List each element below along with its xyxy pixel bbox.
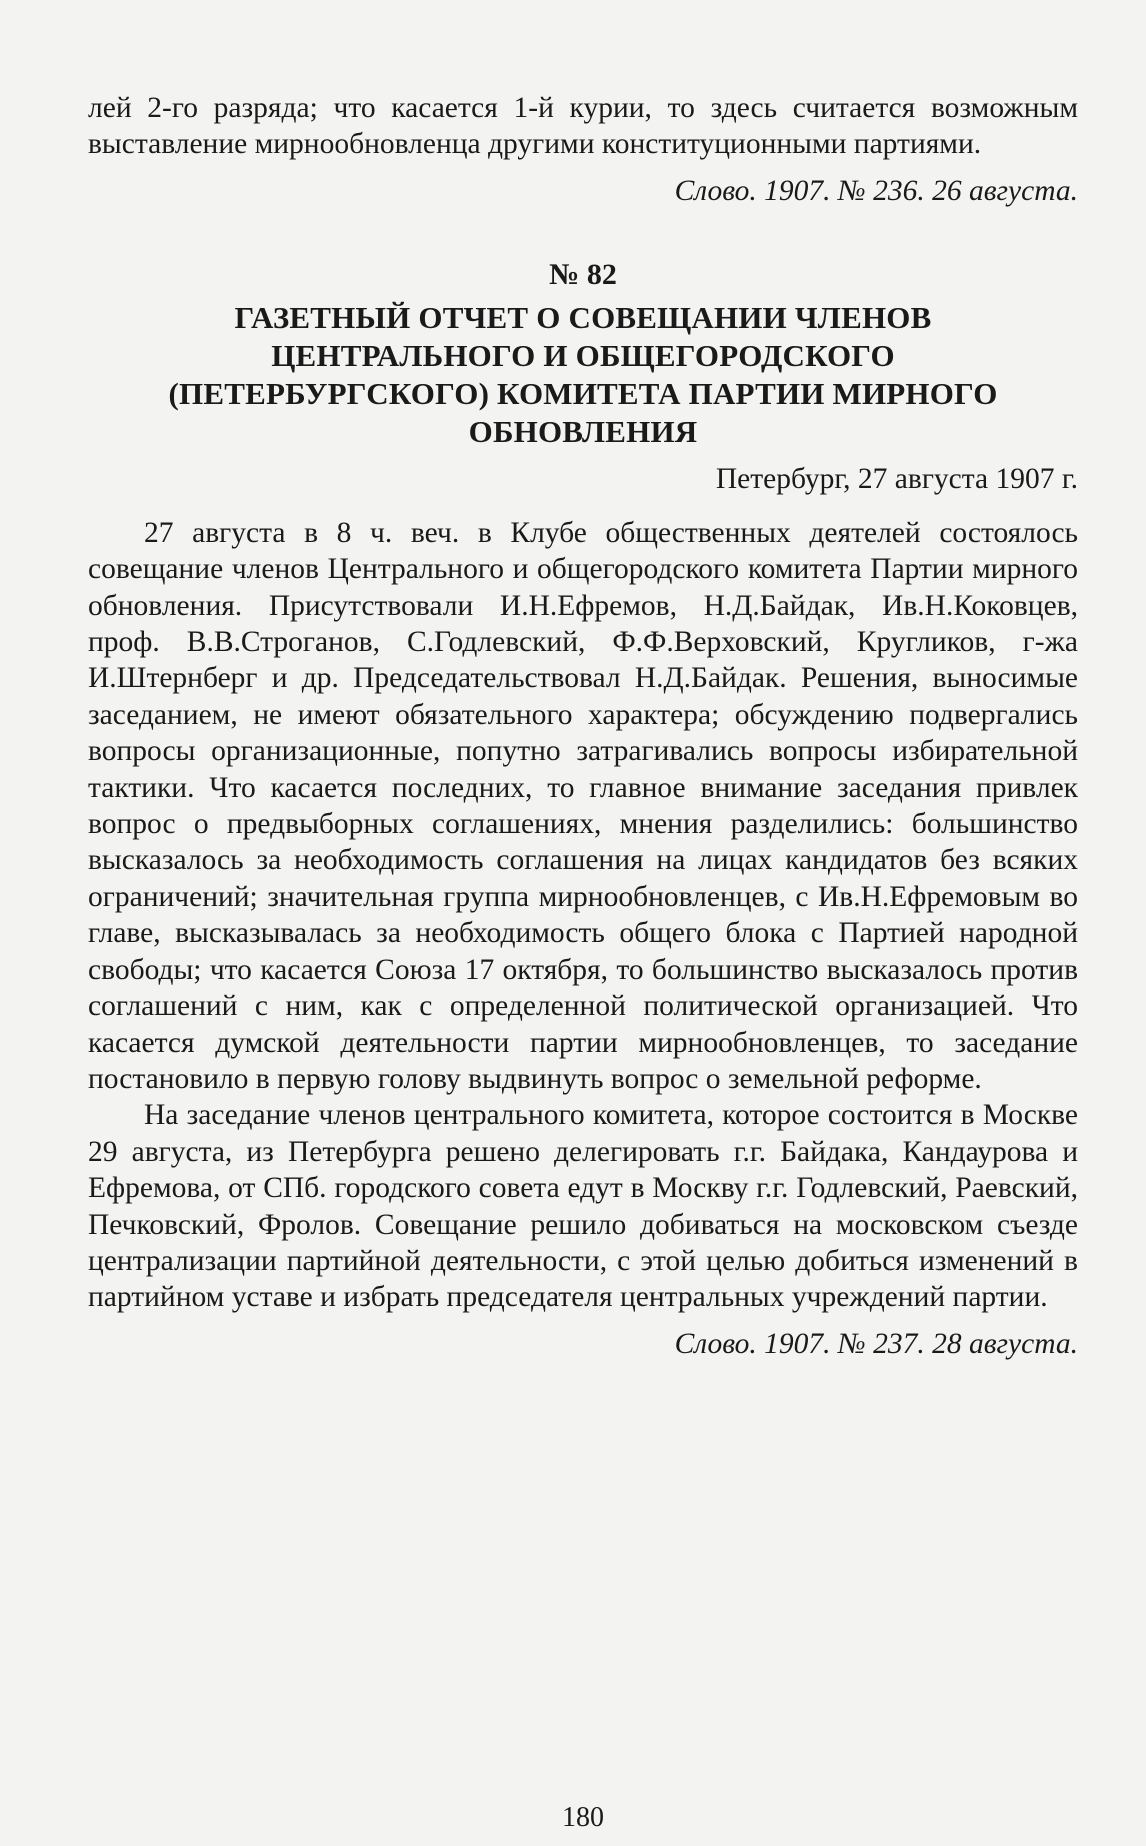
continued-paragraph: лей 2-го разряда; что касается 1-й курии, то здесь считается возможным выставление мирнообновленца другими конституционными партиями. (88, 92, 1078, 161)
document-page (88, 90, 1078, 1833)
body-paragraph-2: На заседание членов центрального комитета, которое состоится в Москве 29 августа, из Петербурга решено делегировать г.г. Байдака, Кандаурова и Ефремова, от СПб. городского совета едут в Москву г.г. Годлевский, Раевский, Печковский, Фролов. Совещание решило добиваться на московском съезде централизации партийной деятельности, с этой целью добиться изменений в партийном уставе и избрать председателя центральных учреждений партии. (88, 1099, 1078, 1314)
source-citation-1: Слово. 1907. № 236. 26 августа. (674, 174, 1078, 207)
document-title: ГАЗЕТНЫЙ ОТЧЕТ О СОВЕЩАНИИ ЧЛЕНОВ ЦЕНТРАЛЬНОГО И ОБЩЕГОРОДСКОГО (ПЕТЕРБУРГСКОГО) КОМИТЕТА ПАРТИИ МИРНОГО ОБНОВЛЕНИЯ (168, 299, 998, 449)
document-number: № 82 (549, 257, 617, 291)
place-date: Петербург, 27 августа 1907 г. (715, 462, 1078, 495)
page-number: 180 (562, 1802, 604, 1833)
spacer (88, 209, 1078, 257)
source-citation-2: Слово. 1907. № 237. 28 августа. (674, 1327, 1078, 1360)
body-paragraph-1: 27 августа в 8 ч. веч. в Клубе общественных деятелей состоялось совещание членов Центрального и общегородского комитета Партии мирного обновления. Присутствовали И.Н.Ефремов, Н.Д.Байдак, Ив.Н.Коковцев, проф. В.В.Строганов, С.Годлевский, Ф.Ф.Верховский, Кругликов, г-жа И.Штернберг и др. Председательствовал Н.Д.Байдак. Решения, выносимые заседанием, не имеют обязательного характера; обсуждению подвергались вопросы организационные, попутно затрагивались вопросы избирательной тактики. Что касается последних, то главное внимание заседания привлек вопрос о предвыборных соглашениях, мнения разделились: большинство высказалось за необходимость соглашения на лицах кандидатов без всяких ограничений; значительная группа мирнообновленцев, с Ив.Н.Ефремовым во главе, высказывалась за необходимость общего блока с Партией народной свободы; что касается Союза 17 октября, то большинство высказалось против соглашений с ним, как с определенной политической организацией. Что касается думской деятельности партии мирнообновленцев, то заседание постановило в первую голову выдвинуть вопрос о земельной реформе. (88, 516, 1078, 1095)
